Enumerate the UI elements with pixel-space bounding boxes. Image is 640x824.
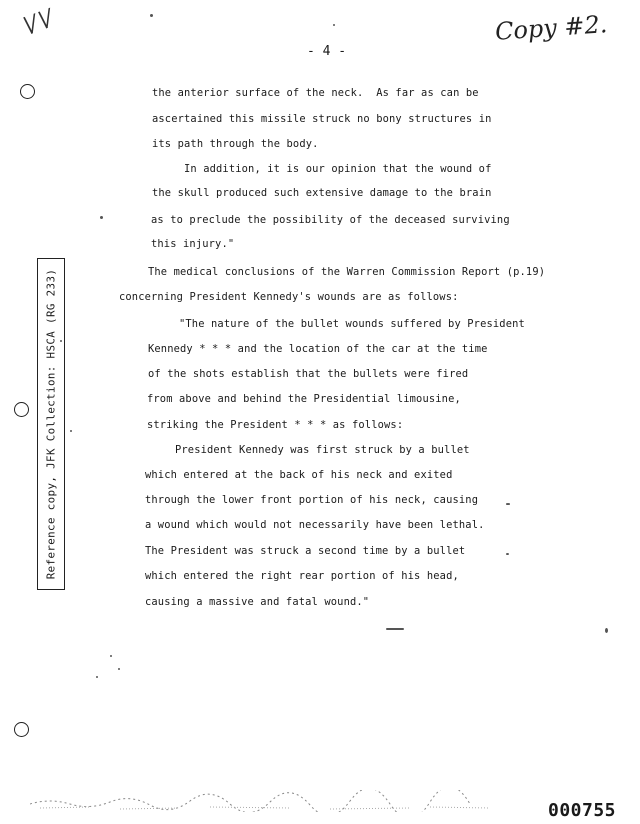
scan-speck <box>96 676 98 678</box>
text-line: which entered the right rear portion of his head, <box>145 570 459 582</box>
scan-noise-strip <box>30 790 500 812</box>
text-line: In addition, it is our opinion that the wound of <box>184 163 492 175</box>
reference-stamp <box>37 258 65 590</box>
text-line: the skull produced such extensive damage to the brain <box>152 187 492 199</box>
text-line: The President was struck a second time by a bullet <box>145 545 466 557</box>
scan-speck <box>100 216 103 219</box>
text-line: ascertained this missile struck no bony structures in <box>152 113 492 125</box>
text-line: striking the President * * * as follows: <box>147 419 404 431</box>
scan-speck <box>150 14 153 17</box>
text-line: "The nature of the bullet wounds suffered by President <box>179 318 525 330</box>
text-line: the anterior surface of the neck. As far as can be <box>152 87 479 99</box>
scan-speck <box>118 668 120 670</box>
binder-hole-middle <box>14 402 29 417</box>
scan-speck <box>386 628 404 630</box>
scan-speck <box>506 553 509 555</box>
text-line: President Kennedy was first struck by a bullet <box>175 444 470 456</box>
scan-speck <box>110 655 112 657</box>
text-line: causing a massive and fatal wound." <box>145 596 370 608</box>
text-line: Kennedy * * * and the location of the car at the time <box>148 343 488 355</box>
copy-number-annotation: Copy #2. <box>494 10 609 46</box>
binder-hole-bottom <box>14 722 29 737</box>
page-number: - 4 - <box>307 44 347 59</box>
corner-handwriting: \/ \/ <box>20 6 55 39</box>
text-line: The medical conclusions of the Warren Commission Report (p.19) <box>148 266 546 278</box>
document-number: 000755 <box>548 800 617 821</box>
scan-speck <box>60 340 62 342</box>
text-line: a wound which would not necessarily have been lethal. <box>145 519 485 531</box>
scan-speck <box>70 430 72 432</box>
text-line: as to preclude the possibility of the deceased surviving <box>151 214 510 226</box>
scan-speck <box>605 628 608 633</box>
text-line: its path through the body. <box>152 138 319 150</box>
text-line: from above and behind the Presidential limousine, <box>147 393 461 405</box>
scan-speck <box>333 24 335 26</box>
text-line: through the lower front portion of his neck, causing <box>145 494 479 506</box>
text-line: of the shots establish that the bullets were fired <box>148 368 469 380</box>
reference-stamp-text: Reference copy, JFK Collection: HSCA (RG 233) <box>44 268 58 580</box>
binder-hole-top <box>20 84 35 99</box>
scan-speck <box>506 503 510 505</box>
text-line: which entered at the back of his neck and exited <box>145 469 453 481</box>
text-line: concerning President Kennedy's wounds are as follows: <box>119 291 459 303</box>
text-line: this injury." <box>151 238 235 250</box>
